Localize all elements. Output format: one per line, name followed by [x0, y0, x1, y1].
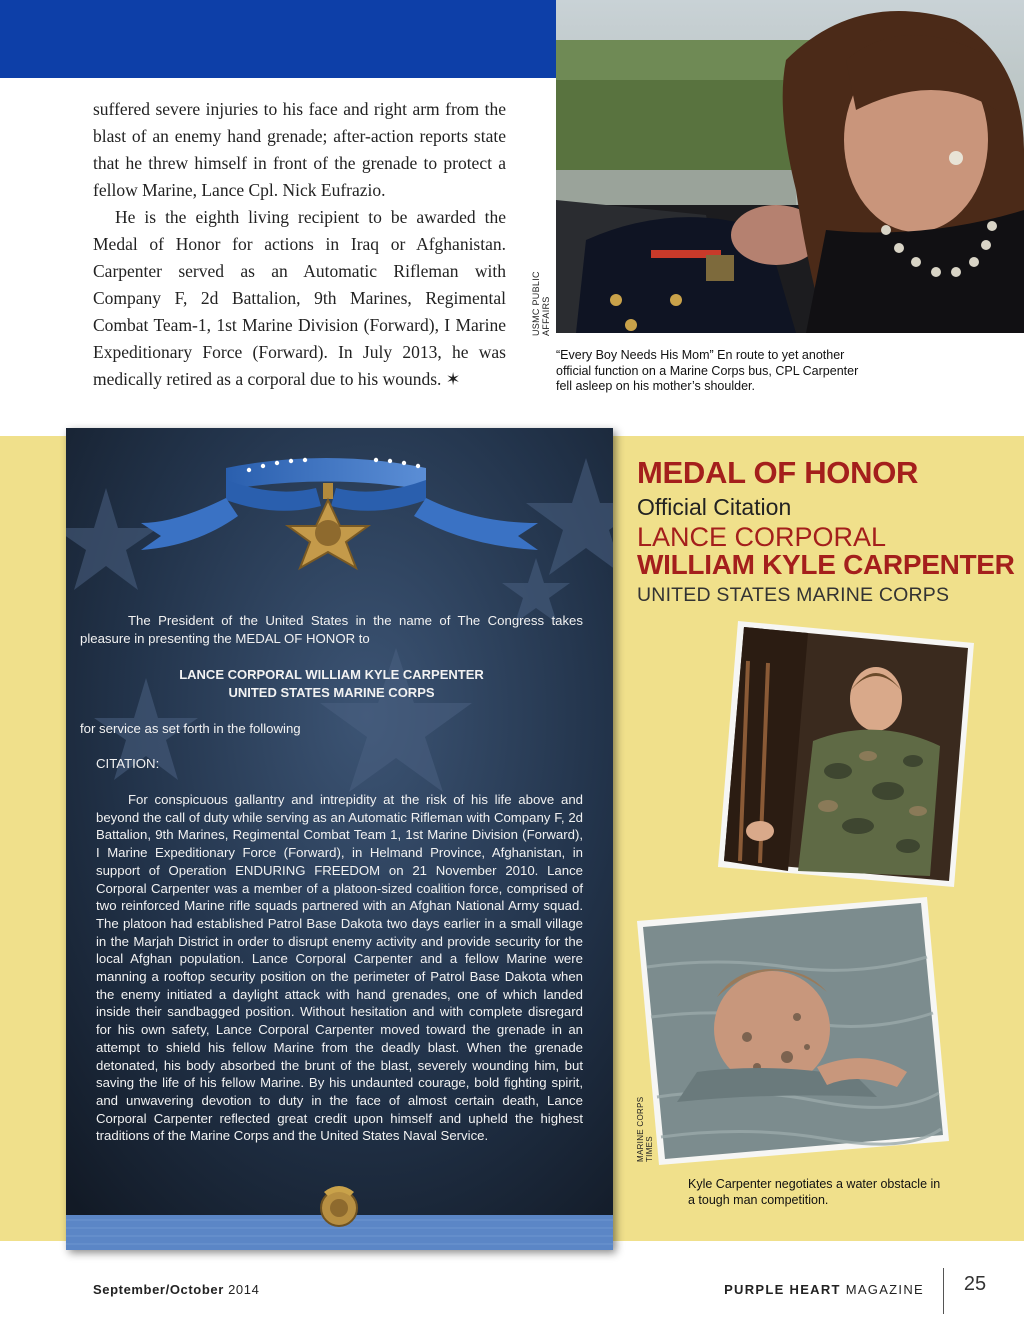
article-body [93, 96, 506, 393]
page-number: 25 [963, 1273, 987, 1295]
photo-credit: MARINE CORPS TIMES [636, 1096, 654, 1162]
photo-caption: “Every Boy Needs His Mom” En route to yet another official function on a Marine Corps bus, CPL Carpenter fell asleep on his mother’s shoulder. [556, 348, 859, 393]
issue-year: 2014 [228, 1282, 260, 1297]
citation-recipient-name: LANCE CORPORAL WILLIAM KYLE CARPENTER [179, 667, 484, 682]
footer-divider [943, 1268, 944, 1314]
citation-body: For conspicuous gallantry and intrepidity at the risk of his life above and beyond the call of duty while serving as an Automatic Rifleman with Company F, 2d Battalion, 9th Marines, Regimental Combat Team 1, 1st Marine Division (Forward), I Marine Expeditionary Force (Forward), in Helmand Province, Afghanistan, in support of Operation ENDURING FREEDOM on 21 November 2010. Lance Corporal Carpenter was a member of a platoon-sized coalition force, comprised of two reinforced Marine rifle squads partnered with an Afghan National Army squad. The platoon had established Patrol Base Dakota two days earlier in a small village in the Marjah District in order to disrupt enemy activity and provide security for the local Afghan population. Lance Corporal Carpenter and a fellow Marine were manning a rooftop security position on the perimeter of Patrol Base Dakota when the enemy initiated a daylight attack with hand grenades, one of which landed inside their sandbagged position. Without hesitation and with complete disregard for his own safety, Lance Corporal Carpenter moved toward the grenade in an attempt to shield his fellow Marine from the deadly blast. When the grenade detonated, his body absorbed the brunt of the blast, severely wounding him, but saving the life of his fellow Marine. By his undaunted courage, bold fighting spirit, and unwavering devotion to duty in the face of almost certain death, Lance Corporal Carpenter reflected great credit upon himself and upheld the highest traditions of the Marine Corps and the United States Naval Service. [96, 792, 583, 1144]
magazine-name-rest: MAGAZINE [845, 1282, 924, 1297]
recipient-name: WILLIAM KYLE CARPENTER [637, 549, 1015, 580]
section-title: MEDAL OF HONOR [637, 455, 919, 490]
citation-recipient [80, 666, 583, 701]
issue-date: September/October 2014 [93, 1282, 260, 1297]
citation-heading: CITATION: [96, 756, 160, 771]
article-paragraph: He is the eighth living recipient to be awarded the Medal of Honor for actions in Iraq or Afghanistan. Carpenter served as an Automatic Rifleman with Company F, 2d Battalion, 9th Marines, Regimental Combat Team-1, 1st Marine Division (Forward), I Marine Expeditionary Force (Forward). In July 2013, he was medically retired as a corporal due to his wounds. ✶ [93, 207, 506, 389]
photo-portrait [718, 621, 974, 887]
article-paragraph: suffered severe injuries to his face and right arm from the blast of an enemy hand grenade; after-action reports state that he threw himself in front of the grenade to protect a fellow Marine, Lance Cpl. Nick Eufrazio. [93, 99, 506, 200]
citation-intro: The President of the United States in the name of The Congress takes pleasure in presenting the MEDAL OF HONOR to [80, 613, 583, 646]
citation-card [66, 428, 613, 1250]
photo-credit: USMC PUBLIC AFFAIRS [531, 271, 551, 336]
magazine-name-bold: PURPLE HEART [724, 1282, 841, 1297]
recipient-rank: LANCE CORPORAL [637, 522, 887, 552]
photo-mother-and-son [556, 0, 1024, 333]
section-subtitle: Official Citation [637, 494, 792, 520]
issue-month: September [93, 1282, 166, 1297]
photo-caption: Kyle Carpenter negotiates a water obstacle in a tough man competition. [688, 1177, 941, 1207]
top-color-bar [0, 0, 556, 78]
citation-service-line: for service as set forth in the following [80, 721, 301, 736]
recipient-branch: UNITED STATES MARINE CORPS [637, 584, 950, 606]
magazine-name [620, 1282, 924, 1297]
issue-month-2: October [169, 1282, 224, 1297]
citation-recipient-branch: UNITED STATES MARINE CORPS [228, 684, 435, 700]
photo-water-obstacle [637, 897, 949, 1165]
